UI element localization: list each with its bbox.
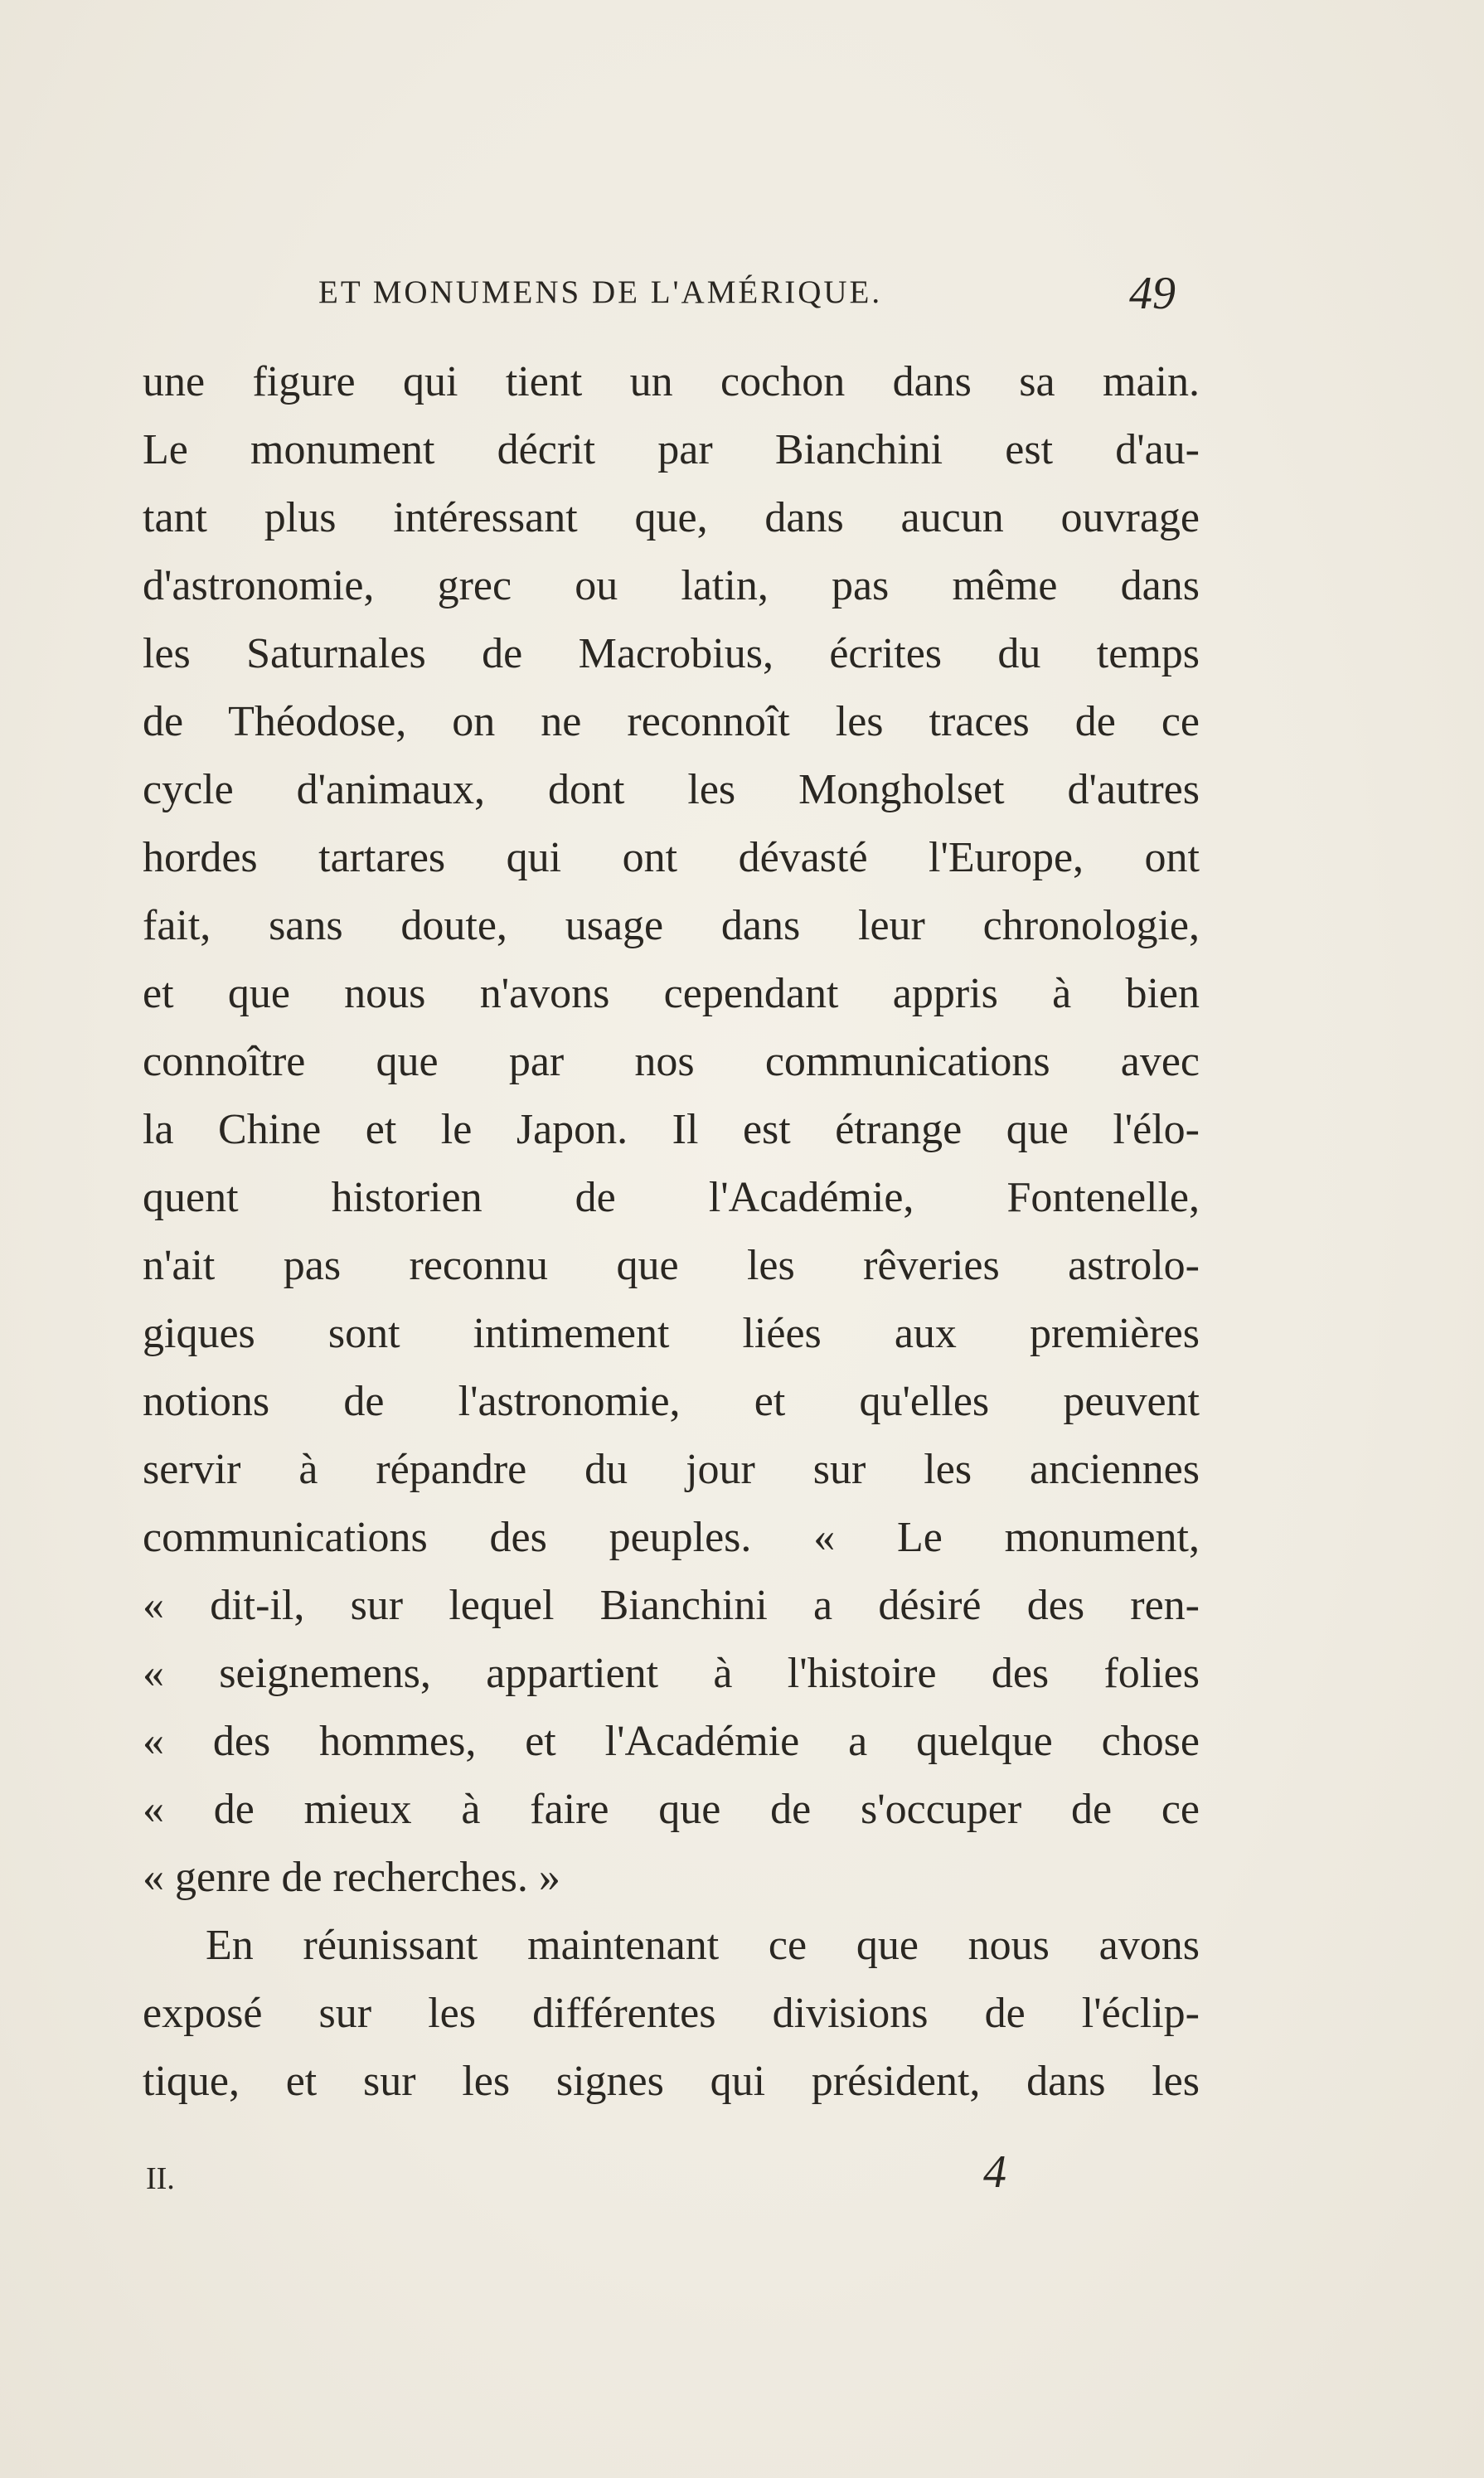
running-title: ET MONUMENS DE L'AMÉRIQUE.	[318, 274, 883, 310]
signature-mark: II.	[146, 2161, 175, 2196]
text-line: la Chine et le Japon. Il est étrange que l'élo-	[143, 1106, 1200, 1153]
text-line: d'astronomie, grec ou latin, pas même dans	[143, 562, 1200, 609]
text-line: une figure qui tient un cochon dans sa main.	[143, 358, 1200, 405]
text-line: En réunissant maintenant ce que nous avons	[206, 1922, 1200, 1969]
text-line: fait, sans doute, usage dans leur chronologie,	[143, 902, 1200, 949]
text-line: giques sont intimement liées aux premières	[143, 1310, 1200, 1357]
text-line: « de mieux à faire que de s'occuper de ce	[143, 1786, 1200, 1833]
text-line: tant plus intéressant que, dans aucun ouvrage	[143, 494, 1200, 541]
text-line: exposé sur les différentes divisions de l'éclip-	[143, 1990, 1200, 2037]
text-line: cycle d'animaux, dont les Mongholset d'autres	[143, 766, 1200, 813]
text-line: « genre de recherches. »	[143, 1854, 560, 1901]
text-line: « des hommes, et l'Académie a quelque chose	[143, 1718, 1200, 1765]
text-line: n'ait pas reconnu que les rêveries astrolo-	[143, 1242, 1200, 1289]
text-line: de Théodose, on ne reconnoît les traces de ce	[143, 698, 1200, 745]
signature-number: 4	[983, 2146, 1006, 2198]
text-line: Le monument décrit par Bianchini est d'au-	[143, 426, 1200, 473]
text-line: tique, et sur les signes qui président, dans les	[143, 2058, 1200, 2105]
text-line: connoître que par nos communications avec	[143, 1038, 1200, 1085]
text-line: quent historien de l'Académie, Fontenelle,	[143, 1174, 1200, 1221]
text-line: hordes tartares qui ont dévasté l'Europe, ont	[143, 834, 1200, 881]
text-line: et que nous n'avons cependant appris à bien	[143, 970, 1200, 1017]
text-line: les Saturnales de Macrobius, écrites du temps	[143, 630, 1200, 677]
page-number: 49	[1129, 268, 1176, 319]
text-line: servir à répandre du jour sur les anciennes	[143, 1446, 1200, 1493]
text-line: « seignemens, appartient à l'histoire des folies	[143, 1650, 1200, 1697]
text-line: « dit-il, sur lequel Bianchini a désiré des ren-	[143, 1582, 1200, 1629]
text-line: communications des peuples. « Le monument,	[143, 1514, 1200, 1561]
text-line: notions de l'astronomie, et qu'elles peuvent	[143, 1378, 1200, 1425]
